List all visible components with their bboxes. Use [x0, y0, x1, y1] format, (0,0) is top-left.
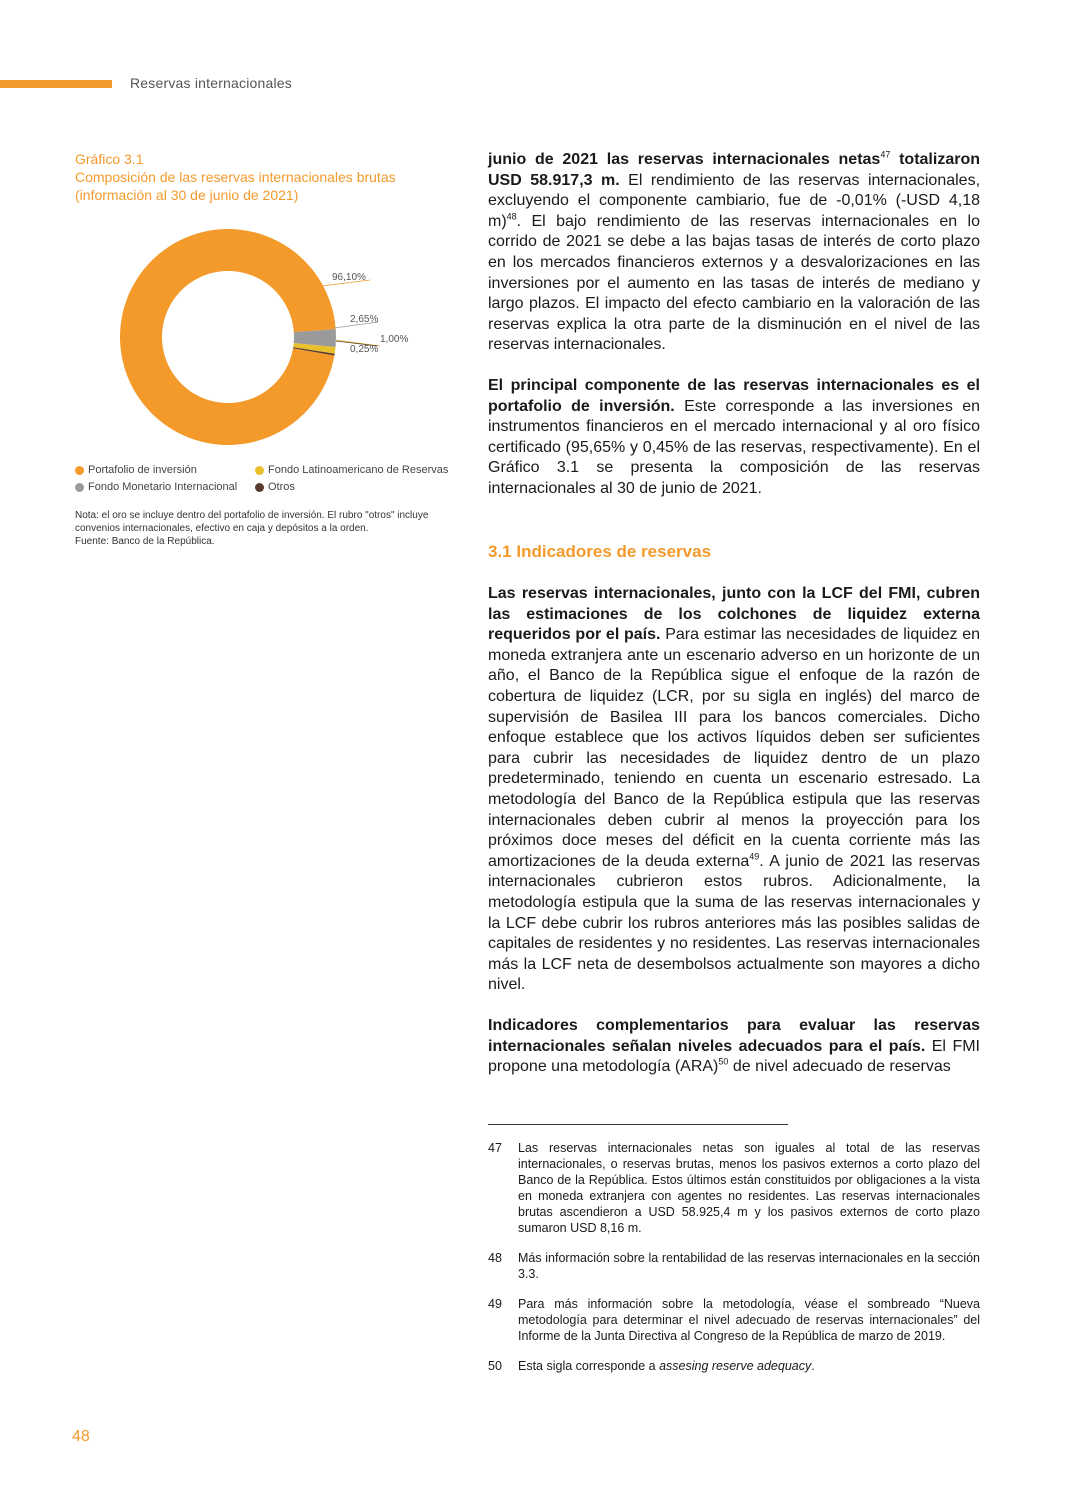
body-text: El FMI propone una metodología (ARA)	[488, 1037, 980, 1076]
footnote-48	[488, 1250, 980, 1282]
legend-dot	[255, 483, 264, 492]
footnotes	[488, 1140, 980, 1388]
legend-dot	[75, 483, 84, 492]
legend-label: Otros	[268, 481, 295, 493]
paragraph	[488, 1016, 980, 1078]
bold-lead: Indicadores complementarios para evaluar las reservas internacionales señalan niveles adecuados para el país.	[488, 1016, 980, 1055]
footnote-ref[interactable]: 50	[718, 1056, 729, 1067]
legend-item-fmi	[75, 481, 237, 493]
bold-lead: Las reservas internacionales, junto con la LCF del FMI, cubren las estimaciones de los colchones de liquidez externa requeridos por el país.	[488, 585, 980, 644]
footnote-47	[488, 1140, 980, 1236]
header-accent-bar	[0, 80, 112, 88]
footnote-number: 50	[488, 1359, 502, 1373]
footnote-number: 49	[488, 1297, 502, 1311]
bold-lead: totalizaron USD 58.917,3 m.	[488, 151, 980, 189]
body-text: . El bajo rendimiento de las reservas internacionales en lo corrido de 2021 se debe a las bajas tasas de interés de corto plazo en los mercados financieros externos y a desvalorizaciones en las inversiones por el aumento en las tasas de interés de mediano y largo plazos. El impacto del efecto cambiario en la valoración de las reservas explica la otra parte de la disminución en el nivel de las reservas internacionales.	[488, 212, 980, 354]
main-text-column	[488, 150, 980, 1078]
body-text: El rendimiento de las reservas internacionales, excluyendo el componente cambiario, fue de -0,01% (-USD 4,18 m)	[488, 171, 981, 230]
page-number: 48	[72, 1428, 90, 1445]
chart-note	[75, 509, 475, 548]
chart-note-text: Nota: el oro se incluye dentro del portafolio de inversión. El rubro "otros" incluye convenios internacionales, efectivo en caja y depósitos a la orden.	[75, 510, 429, 534]
body-text: de nivel adecuado de reservas	[728, 1058, 951, 1076]
data-label: 96,10%	[332, 272, 366, 283]
paragraph	[488, 150, 980, 356]
body-text: Para estimar las necesidades de liquidez en moneda extranjera ante un escenario adverso en un horizonte de un año, el Banco de la República sigue el enfoque de la razón de cobertura de liquidez (LCR, por su sigla en inglés) del marco de supervisión de Basilea III para los bancos comerciales. Dicho enfoque establece que los activos líquidos deben ser suficientes para cubrir las necesidades de liquidez dentro de un plazo predeterminado, teniendo en cuenta un escenario estresado. La metodología del Banco de la República estipula que las reservas internacionales deben cubrir al menos la proyección para los próximos doce meses del déficit en la cuenta corriente más las amortizaciones de la deuda externa	[488, 626, 980, 870]
bold-lead: junio de 2021 las reservas internacionales netas	[488, 151, 881, 168]
chart-label: Gráfico 3.1	[75, 151, 144, 167]
donut-chart	[110, 220, 440, 470]
footnote-50	[488, 1358, 980, 1374]
data-label: 1,00%	[380, 334, 409, 345]
chart-source: Fuente: Banco de la República.	[75, 536, 215, 547]
footnote-text: Más información sobre la rentabilidad de las reservas internacionales en la sección 3.3.	[518, 1251, 980, 1281]
legend-dot	[75, 466, 84, 475]
legend-label: Portafolio de inversión	[88, 464, 197, 476]
chart-title: Composición de las reservas internacionales brutas (información al 30 de junio de 2021)	[75, 169, 396, 203]
legend-item-portafolio	[75, 464, 197, 476]
body-text: Este corresponde a las inversiones en instrumentos financieros en el mercado internacional y al oro físico certificado (95,65% y 0,45% de las reservas, respectivamente). En el Gráfico 3.1 se presenta la composición de las reservas internacionales al 30 de junio de 2021.	[488, 397, 980, 497]
legend-item-flar	[255, 464, 448, 476]
legend-label: Fondo Latinoamericano de Reservas	[268, 464, 449, 476]
chart-caption	[75, 150, 435, 204]
paragraph	[488, 584, 980, 996]
data-label: 2,65%	[350, 314, 379, 325]
footnote-ref[interactable]: 49	[749, 851, 760, 862]
legend-dot	[255, 466, 264, 475]
footnote-divider	[488, 1124, 788, 1125]
data-label: 0,25%	[350, 344, 379, 355]
footnote-number: 48	[488, 1251, 502, 1265]
legend-label: Fondo Monetario Internacional	[88, 481, 238, 493]
bold-lead: El principal componente de las reservas internacionales es el portafolio de inversión.	[488, 376, 980, 415]
footnote-ref[interactable]: 48	[506, 211, 517, 222]
footnote-number: 47	[488, 1141, 502, 1155]
footnote-ref[interactable]: 47	[880, 149, 891, 160]
footnote-text: Esta sigla corresponde a assesing reserve adequacy.	[518, 1359, 815, 1373]
running-header: Reservas internacionales	[130, 75, 292, 91]
paragraph	[488, 376, 980, 500]
legend-item-otros	[255, 481, 295, 493]
footnote-49	[488, 1296, 980, 1344]
section-heading: 3.1 Indicadores de reservas	[488, 541, 712, 561]
footnote-text: Las reservas internacionales netas son iguales al total de las reservas internacionales, o reservas brutas, menos los pasivos externos a corto plazo del Banco de la República. Estos últimos están constituidos por obligaciones a la vista en moneda extranjera con agentes no residentes. Las reservas internacionales brutas ascendieron a USD 58.925,4 m y los pasivos externos de corto plazo sumaron USD 8,16 m.	[518, 1141, 980, 1235]
body-text: . A junio de 2021 las reservas internacionales cubrieron estos rubros. Adicionalmente, la metodología estipula que la suma de las reservas internacionales y la LCF debe cubrir los rubros anteriores más las posibles salidas de capitales de residentes y no residentes. Las reservas internacionales más la LCF neta de desembolsos actualmente son mayores a dicho nivel.	[488, 852, 980, 994]
footnote-text: Para más información sobre la metodología, véase el sombreado “Nueva metodología para determinar el nivel adecuado de reservas internacionales” del Informe de la Junta Directiva al Congreso de la República de marzo de 2019.	[518, 1297, 980, 1343]
